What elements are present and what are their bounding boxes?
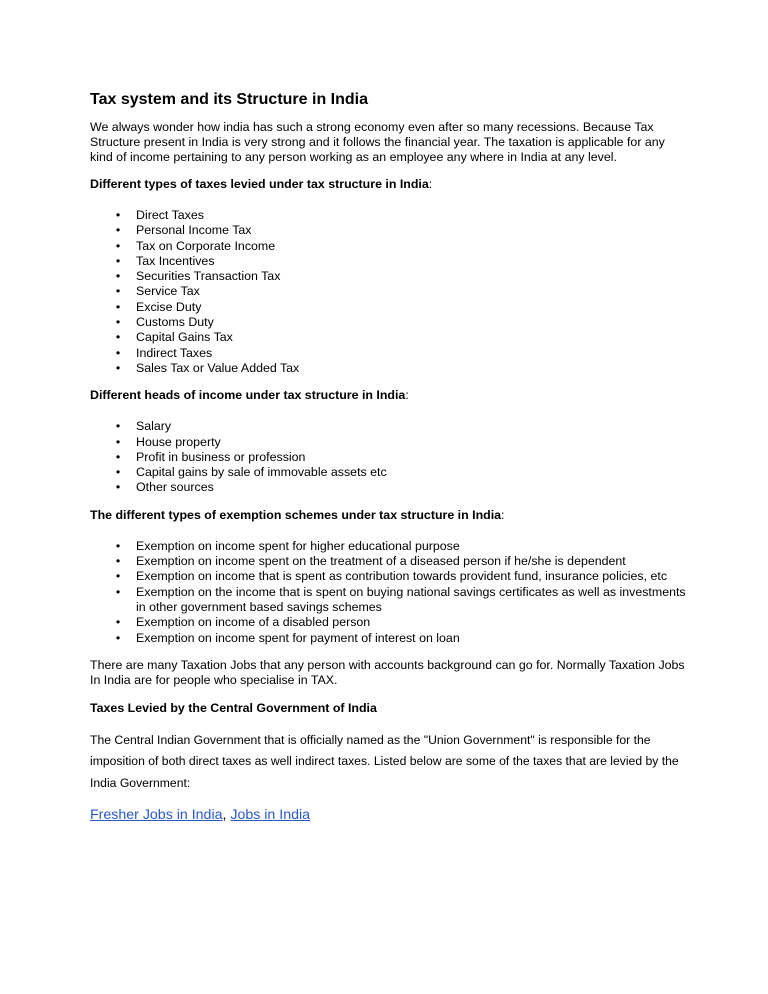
bullet-icon: • (115, 238, 121, 253)
list-item-text: Tax Incentives (136, 253, 215, 268)
list-item-text: Securities Transaction Tax (136, 269, 281, 284)
list-item (90, 465, 688, 480)
list-item (90, 554, 688, 569)
list-item (90, 300, 688, 315)
list-item (90, 269, 688, 284)
fresher-jobs-link[interactable]: Fresher Jobs in India (90, 807, 223, 824)
bullet-icon: • (115, 299, 121, 314)
income-heading (90, 388, 688, 403)
list-item-text: Profit in business or profession (136, 449, 306, 464)
bullet-icon: • (115, 315, 121, 330)
list-item-text: Salary (136, 419, 172, 434)
bullet-icon: • (115, 360, 121, 375)
list-item (90, 585, 688, 616)
exemption-heading-text: The different types of exemption schemes under tax structure in India (90, 507, 502, 522)
income-heading-text: Different heads of income under tax structure in India (90, 388, 406, 403)
list-item-text: Exemption on income spent for payment of interest on loan (136, 630, 460, 645)
list-item-text: Other sources (136, 480, 214, 495)
document-title: Tax system and its Structure in India (90, 91, 368, 108)
bullet-icon: • (115, 330, 121, 345)
list-item-text: Tax on Corporate Income (136, 238, 276, 253)
list-item-text: Customs Duty (136, 315, 214, 330)
bullet-icon: • (115, 253, 121, 268)
exemption-heading-colon: : (501, 507, 505, 522)
list-item (90, 361, 688, 376)
list-item-text: Indirect Taxes (136, 345, 213, 360)
list-item-text: Capital gains by sale of immovable assets etc (136, 465, 387, 480)
list-item-text: Exemption on income spent for higher educational purpose (136, 538, 460, 553)
document-page (90, 90, 688, 824)
list-item (90, 284, 688, 299)
list-item (90, 419, 688, 434)
jobs-in-india-link[interactable]: Jobs in India (230, 807, 311, 824)
bullet-icon: • (115, 569, 121, 584)
bullet-icon: • (115, 538, 121, 553)
central-government-paragraph: The Central Indian Government that is officially named as the "Union Government" is responsible for the imposition of both direct taxes as well indirect taxes. Listed below are some of the taxes that are levied by the India Government: (90, 732, 679, 790)
list-item-text: Exemption on income of a disabled person (136, 615, 371, 630)
list-item (90, 208, 688, 223)
bullet-icon: • (115, 480, 121, 495)
bullet-icon: • (115, 630, 121, 645)
list-item (90, 480, 688, 495)
exemption-list (90, 539, 688, 646)
list-item (90, 631, 688, 646)
list-item-text: House property (136, 434, 221, 449)
income-list (90, 419, 688, 495)
bullet-icon: • (115, 554, 121, 569)
list-item (90, 239, 688, 254)
links-separator: , (222, 807, 231, 824)
taxes-list (90, 208, 688, 376)
jobs-paragraph: There are many Taxation Jobs that any person with accounts background can go for. Normally Taxation Jobs In India are for people who specialise in TAX. (90, 657, 685, 687)
related-links (90, 806, 688, 824)
list-item-text: Service Tax (136, 284, 200, 299)
taxes-heading-text: Different types of taxes levied under tax structure in India (90, 177, 429, 191)
bullet-icon: • (115, 419, 121, 434)
bullet-icon: • (115, 345, 121, 360)
list-item (90, 223, 688, 238)
list-item-text: Personal Income Tax (136, 223, 252, 238)
list-item-text: Exemption on income that is spent as contribution towards provident fund, insurance policies, etc (136, 569, 668, 584)
list-item-text: Capital Gains Tax (136, 330, 233, 345)
bullet-icon: • (115, 208, 121, 222)
list-item (90, 330, 688, 345)
list-item (90, 569, 688, 584)
bullet-icon: • (115, 284, 121, 299)
taxes-heading-colon: : (428, 177, 433, 191)
list-item (90, 315, 688, 330)
bullet-icon: • (115, 615, 121, 630)
income-heading-colon: : (405, 388, 409, 403)
bullet-icon: • (115, 449, 121, 464)
list-item (90, 615, 688, 630)
bullet-icon: • (115, 465, 121, 480)
bullet-icon: • (115, 584, 121, 599)
list-item-text: Direct Taxes (136, 208, 204, 222)
list-item-text: Sales Tax or Value Added Tax (136, 360, 300, 375)
intro-paragraph: We always wonder how india has such a strong economy even after so many recessions. Because Tax Structure present in India is very strong and it follows the financial year. The taxation is applicable for any kind of income pertaining to any person working as an employee any where in India at any level. (90, 120, 665, 164)
bullet-icon: • (115, 269, 121, 284)
list-item (90, 435, 688, 450)
list-item (90, 450, 688, 465)
list-item (90, 346, 688, 361)
bullet-icon: • (115, 223, 121, 238)
list-item-text: Exemption on the income that is spent on buying national savings certificates as well as investments in other government based savings schemes (136, 584, 686, 614)
exemption-heading (90, 508, 688, 523)
list-item-text: Excise Duty (136, 299, 202, 314)
central-government-heading: Taxes Levied by the Central Government of India (90, 700, 377, 715)
list-item (90, 254, 688, 269)
taxes-heading (90, 177, 688, 192)
list-item-text: Exemption on income spent on the treatment of a diseased person if he/she is dependent (136, 554, 626, 569)
bullet-icon: • (115, 434, 121, 449)
list-item (90, 539, 688, 554)
